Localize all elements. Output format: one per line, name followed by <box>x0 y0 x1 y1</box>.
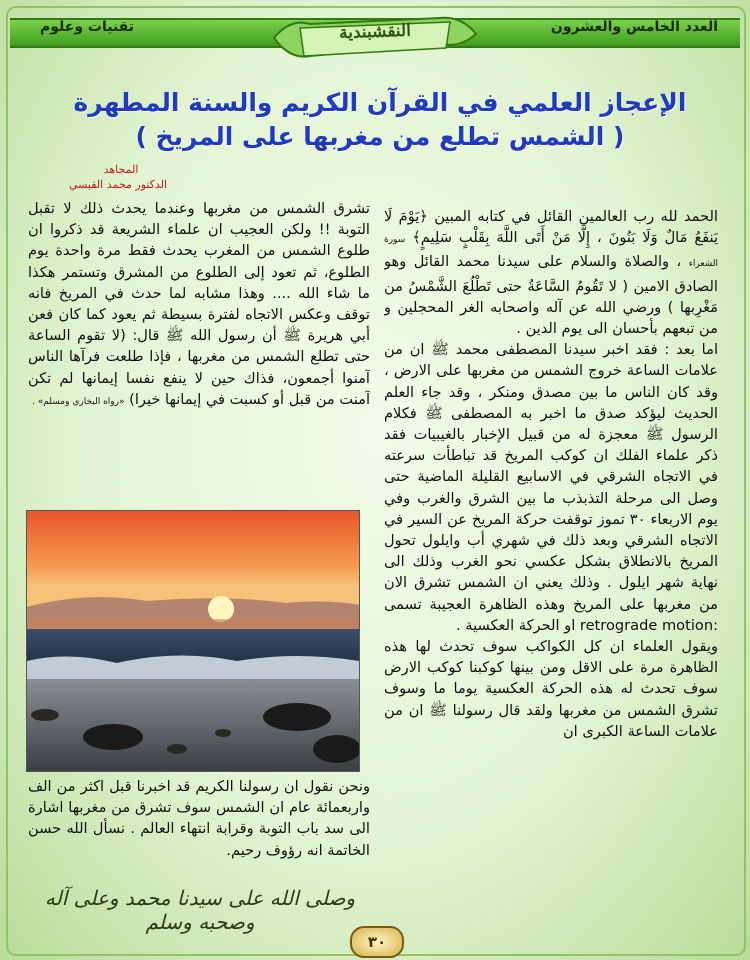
paragraph <box>384 206 718 339</box>
author-name: الدكتور محمد القيسي <box>68 178 168 191</box>
calligraphy-salawat: وصلى الله على سيدنا محمد وعلى آله وصحبه وسلم <box>44 886 356 934</box>
banner-text: النقشبندية <box>338 20 412 44</box>
section-label: تقنيات وعلوم <box>40 19 134 35</box>
left-column-bottom <box>28 776 370 886</box>
author-title: المجاهد <box>103 163 139 176</box>
title-line-2: ( الشمس تطلع من مغربها على المريخ ) <box>135 122 625 151</box>
page-number: ٣٠ <box>350 926 404 958</box>
left-column-top <box>28 198 370 500</box>
right-column <box>384 206 718 926</box>
paragraph: اما بعد : فقد اخبر سيدنا المصطفى محمد ﷺ ان من علامات الساعة خروج الشمس من مغربها على الارض ، وقد كان الناس ما بين مصدق ومنكر ، وقد جاء العلم الحديث ليؤكد صدق ما اخبر به المصطفى ﷺ فكلام الرسول ﷺ معجزة له من قبيل الإخبار بالغيبيات فقد ذكر علماء الفلك ان كوكب المريخ قد تباطأت سرعته في الاتجاه الشرقي في الاسابيع القليلة الماضية حتى وصل الى مرحلة التذبذب ما بين الشرق والغرب وفي يوم الاربعاء ٣٠ تموز توقفت حركة المريخ عن السير في الاتجاه الشرقي وبعد ذلك في شهري أب وايلول تحول المريخ بالانطلاق بشكل عكسي نحو الغرب وذلك الى نهاية شهر ايلول . وذلك يعني ان الشمس تشرق الان من مغربها على المريخ وهذه الظاهرة العجيبة تسمى :retrograde motion او الحركة العكسية . <box>384 341 718 634</box>
title-line-1: الإعجاز العلمي في القرآن الكريم والسنة المطهرة <box>73 88 687 117</box>
paragraph <box>28 198 370 413</box>
issue-label: العدد الخامس والعشرون <box>550 19 718 35</box>
article-title <box>60 86 700 154</box>
hadith-reference: «رواه البخاري ومسلم» . <box>32 396 125 407</box>
paragraph-text: ، والصلاة والسلام على سيدنا محمد القائل وهو الصادق الامين ( لا تَقُومُ السَّاعَةُ حتى تَطْلُعَ الشَّمْسُ من مَغْرِبها ) ورضي الله عن آله واصحابه الغر المحجلين و من تبعهم بأحسان الى يوم الدين . <box>384 253 718 338</box>
paragraph: ويقول العلماء ان كل الكواكب سوف تحدث لها هذه الظاهرة مرة على الاقل ومن بينها كوكبنا كوكب الارض سوف تحدث له هذه الحركة العكسية يوما ما وسوف تشرق الشمس من مغربها ولقد قال رسولنا ﷺ ان من علامات الساعة الكبرى ان <box>384 638 718 740</box>
paragraph: ونحن نقول ان رسولنا الكريم قد اخبرنا قبل اكثر من الف واربعمائة عام ان الشمس سوف تشرق من مغربها اشارة الى سد باب التوبة وقرابة انتهاء العالم . نسأل الله حسن الخاتمة انه رؤوف رحيم. <box>28 778 370 859</box>
paragraph-text: تشرق الشمس من مغربها وعندما يحدث ذلك لا تقبل التوبة !! ولكن العجيب ان علماء الشريعة قد ذكروا ان طلوع الشمس من المغرب يحدث فقط مرة واحدة يوم الطلوع، ثم تعود إلى الطلوع من المشرق وتستمر هكذا ما شاء الله .... وهذا مشابه لما حدث في المريخ فانه توقف وعكس الاتجاه لفترة بسيطة ثم يعود كما كان فعن أبي هريرة ﷺ أن رسول الله ﷺ قال: (لا تقوم الساعة حتى تطلع الشمس من مغربها ، فإذا طلعت فرآها الناس آمنوا أجمعون، فذاك حين لا ينفع نفسا إيمانها لم تكن آمنت من قبل أو كسبت في إيمانها خيرا) <box>28 200 370 408</box>
quran-reference: سورة الشعراء <box>384 235 718 270</box>
sunset-photo <box>26 510 360 772</box>
paragraph-text: الحمد لله رب العالمين القائل في كتابه المبين ﴿يَوْمَ لَا يَنفَعُ مَالٌ وَلَا بَنُونَ ، إِلَّا مَنْ أَتَى اللَّهَ بِقَلْبٍ سَلِيمٍ﴾ <box>384 208 718 247</box>
